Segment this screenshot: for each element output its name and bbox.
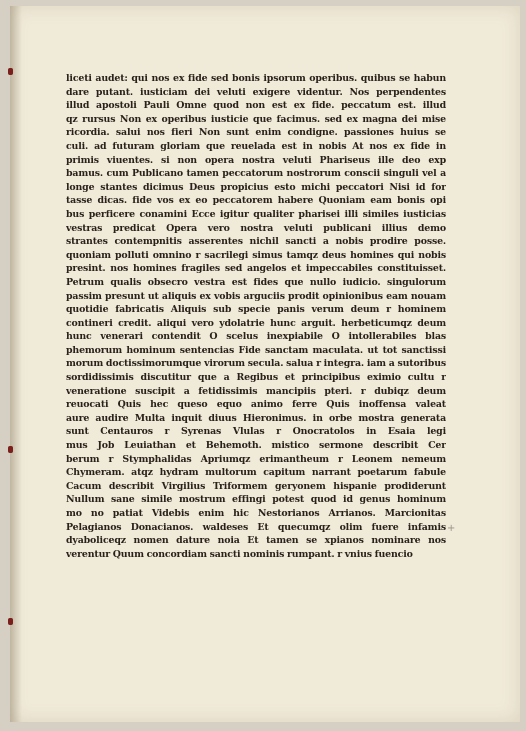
text-line: tasse dicas. fide vos ex eo peccatorem habere Quoniam eam bonis opi <box>66 195 446 207</box>
text-line: berum r Stymphalidas Apriumqz erimantheum r Leonem nemeum <box>66 453 446 465</box>
text-line: vestras predicat Opera vero nostra veluti publicani illius demo <box>66 222 446 234</box>
text-line: reuocati Quis hec queso equo animo ferre Quis inoffensa valeat <box>66 399 446 411</box>
text-line: veneratione suscipit a fetidissimis mancipiis pteri. r dubiqz deum <box>66 385 446 397</box>
text-block <box>66 72 446 561</box>
text-line: quoniam polluti omnino r sacrilegi simus tamqz deus homines qui nobis <box>66 249 446 261</box>
text-line: liceti audet: qui nos ex fide sed bonis ipsorum operibus. quibus se habun <box>66 73 446 84</box>
manuscript-page <box>10 6 520 722</box>
text-line: Nullum sane simile mostrum effingi potest quod id genus hominum <box>66 494 446 506</box>
text-line: presint. nos homines fragiles sed angelos et impeccabiles constituisset. <box>66 263 446 275</box>
text-line: Petrum qualis obsecro vestra est fides que nullo iudicio. singulorum <box>66 276 446 288</box>
text-line: mus Job Leuiathan et Behemoth. mistico sermone describit Cer <box>66 440 446 452</box>
text-line: verentur Quum concordiam sancti nominis rumpant. r vnius fuencio <box>66 548 413 560</box>
text-line: sordidissimis discutitur que a Regibus et principibus eximio cultu r <box>66 372 446 384</box>
text-line: mo no patiat Videbis enim hic Nestorianos Arrianos. Marcionitas <box>66 508 446 519</box>
text-line: ricordia. salui nos fieri Non sunt enim condigne. passiones huius se <box>66 127 446 139</box>
text-line: Chymeram. atqz hydram multorum capitum narrant poetarum fabule <box>66 467 446 479</box>
text-line: strantes contempnitis asserentes nichil sancti a nobis prodire posse. <box>66 236 446 248</box>
pencil-mark-icon: + <box>447 523 456 534</box>
text-line: sunt Centauros r Syrenas Vlulas r Onocratolos in Esaia legi <box>66 426 446 438</box>
text-line: culi. ad futuram gloriam que reuelada est in nobis At nos ex fide in <box>66 140 446 152</box>
text-line: longe stantes dicimus Deus propicius esto michi peccatori Nisi id for <box>66 181 446 193</box>
text-line: quotidie fabricatis Aliquis sub specie panis verum deum r hominem <box>66 304 446 316</box>
text-line: bamus. cum Publicano tamen peccatorum nostrorum conscii singuli vel a <box>66 168 446 180</box>
text-line: dare putant. iusticiam dei veluti exigere videntur. Nos perpendentes <box>66 86 446 98</box>
text-line: Cacum describit Virgilius Triformem geryonem hispanie prodiderunt <box>66 480 446 492</box>
text-line: passim presunt ut aliquis ex vobis arguciis prodit opinionibus eam nouam <box>66 290 446 302</box>
binding-stain-icon <box>8 68 13 75</box>
text-line: Pelagianos Donacianos. waldeses Et quecumqz olim fuere infamis <box>66 521 446 533</box>
text-line: illud apostoli Pauli Omne quod non est ex fide. peccatum est. illud <box>66 100 446 112</box>
text-line: contineri credit. aliqui vero ydolatrie hunc arguit. herbeticumqz deum <box>66 317 446 329</box>
text-line: qz rursus Non ex operibus iusticie que facimus. sed ex magna dei mise <box>66 113 446 125</box>
text-line: aure audire Multa inquit diuus Hieronimus. in orbe mostra generata <box>66 412 446 424</box>
text-line: morum doctissimorumque virorum secula. salua r integra. iam a sutoribus <box>66 358 446 370</box>
binding-stain-icon <box>8 618 13 625</box>
text-line: dyaboliceqz nomen dature noia Et tamen se xpianos nominare nos <box>66 535 446 547</box>
text-line: hunc venerari contendit O scelus inexpiabile O intollerabiles blas <box>66 331 446 343</box>
binding-stain-icon <box>8 446 13 453</box>
text-line: phemorum hominum sentencias Fide sanctam maculata. ut tot sanctissi <box>66 344 446 356</box>
text-line: primis viuentes. si non opera nostra veluti Phariseus ille deo exp <box>66 154 446 166</box>
text-line: bus perficere conamini Ecce igitur qualiter pharisei illi similes iusticias <box>66 208 446 220</box>
